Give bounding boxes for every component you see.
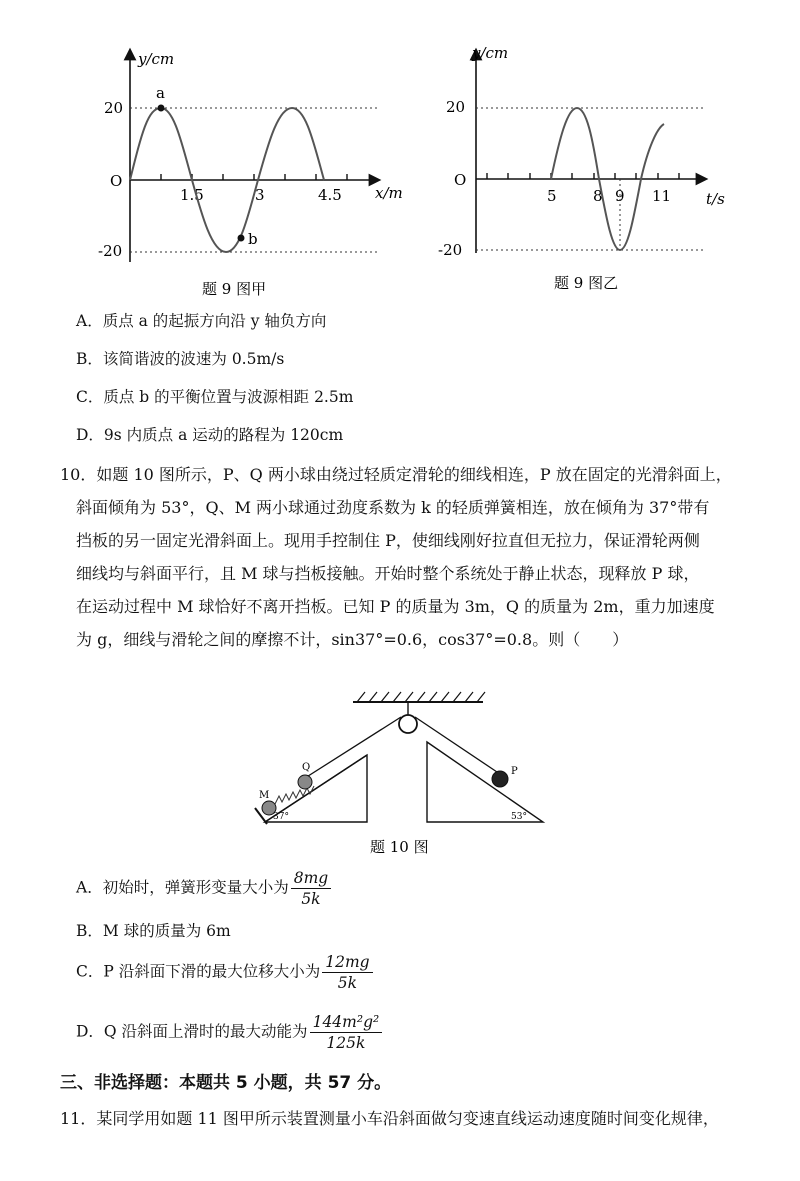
q9-option-b: B．该简谐波的波速为 0.5m/s	[76, 350, 285, 368]
figure-caption: 题 9 图甲	[202, 280, 267, 298]
section-heading: 三、非选择题：本题共 5 小题，共 57 分。	[60, 1073, 392, 1093]
point-b-marker	[238, 235, 245, 242]
figure-caption: 题 10 图	[370, 838, 429, 856]
angle-left: 37°	[273, 812, 289, 822]
q11-line: 11．某同学用如题 11 图甲所示装置测量小车沿斜面做匀变速直线运动速度随时间变化规律，	[60, 1109, 719, 1128]
figure-9a	[90, 40, 410, 305]
q10-option-a: A．初始时，弹簧形变量大小为 $\frac{8mg}{5k}$	[76, 868, 331, 909]
x-axis-label: t/s	[706, 190, 725, 208]
q10-stem	[60, 458, 750, 656]
string-left	[305, 717, 401, 778]
y-neg-label: -20	[438, 241, 463, 259]
ball-Q	[298, 775, 312, 789]
q10-line: 斜面倾角为 53°，Q、M 两小球通过劲度系数为 k 的轻质弹簧相连，放在倾角为 37°带有	[76, 498, 710, 517]
pulley	[399, 715, 417, 733]
origin-label: O	[110, 172, 123, 190]
label-Q: Q	[302, 762, 311, 773]
q10-line: 在运动过程中 M 球恰好不离开挡板。已知 P 的质量为 3m，Q 的质量为 2m，重力加速度	[76, 597, 715, 616]
t-tick-label: 5	[547, 187, 557, 205]
label-P: P	[511, 766, 518, 777]
y-pos-label: 20	[104, 99, 124, 117]
y-axis-label: y/cm	[138, 50, 175, 68]
point-a-label: a	[156, 84, 165, 102]
fraction: $\frac{8mg}{5k}$	[291, 868, 331, 909]
figure-caption: 题 9 图乙	[554, 274, 619, 292]
x-tick-label: 1.5	[180, 186, 204, 204]
label-M: M	[259, 790, 270, 801]
y-axis-label: y/cm	[472, 44, 509, 62]
fraction: $\frac{\text{144m²g²}}{125k}$	[310, 1012, 383, 1053]
q9-option-c: C．质点 b 的平衡位置与波源相距 2.5m	[76, 388, 354, 406]
q10-option-b: B．M 球的质量为 6m	[76, 922, 231, 940]
angle-right: 53°	[511, 812, 527, 822]
q9-option-d: D．9s 内质点 a 运动的路程为 120cm	[76, 426, 344, 444]
right-incline	[427, 742, 543, 822]
t-tick-label: 9	[615, 187, 625, 205]
ball-P	[492, 771, 508, 787]
x-tick-label: 3	[255, 186, 265, 204]
q10-line: 10．如题 10 图所示，P、Q 两小球由绕过轻质定滑轮的细线相连，P 放在固定的光滑斜面上，	[60, 465, 732, 484]
point-a-marker	[158, 105, 165, 112]
figure-10	[245, 690, 565, 860]
t-tick-label: 11	[652, 187, 672, 205]
q10-line: 为 g，细线与滑轮之间的摩擦不计，sin37°=0.6，cos37°=0.8。则（ ）	[76, 630, 629, 649]
q10-option-d: D．Q 沿斜面上滑时的最大动能为 $\frac{\text{144m²g²}}{125k}$	[76, 1012, 382, 1053]
q10-line: 细线均与斜面平行，且 M 球与挡板接触。开始时整个系统处于静止状态，现释放 P 球，	[76, 564, 700, 583]
x-axis-label: x/m	[375, 184, 403, 202]
x-tick-label: 4.5	[318, 186, 342, 204]
y-neg-label: -20	[98, 242, 123, 260]
origin-label: O	[454, 171, 467, 189]
q10-line: 挡板的另一固定光滑斜面上。现用手控制住 P，使细线刚好拉直但无拉力，保证滑轮两侧	[76, 531, 700, 550]
fraction: $\frac{12mg}{5k}$	[322, 952, 372, 993]
q9-option-a: A．质点 a 的起振方向沿 y 轴负方向	[76, 312, 327, 330]
point-b-label: b	[248, 230, 258, 248]
t-tick-label: 8	[593, 187, 603, 205]
figure-9b	[430, 38, 740, 303]
q10-option-c: C．P 沿斜面下滑的最大位移大小为 $\frac{12mg}{5k}$	[76, 952, 373, 993]
y-pos-label: 20	[446, 98, 466, 116]
